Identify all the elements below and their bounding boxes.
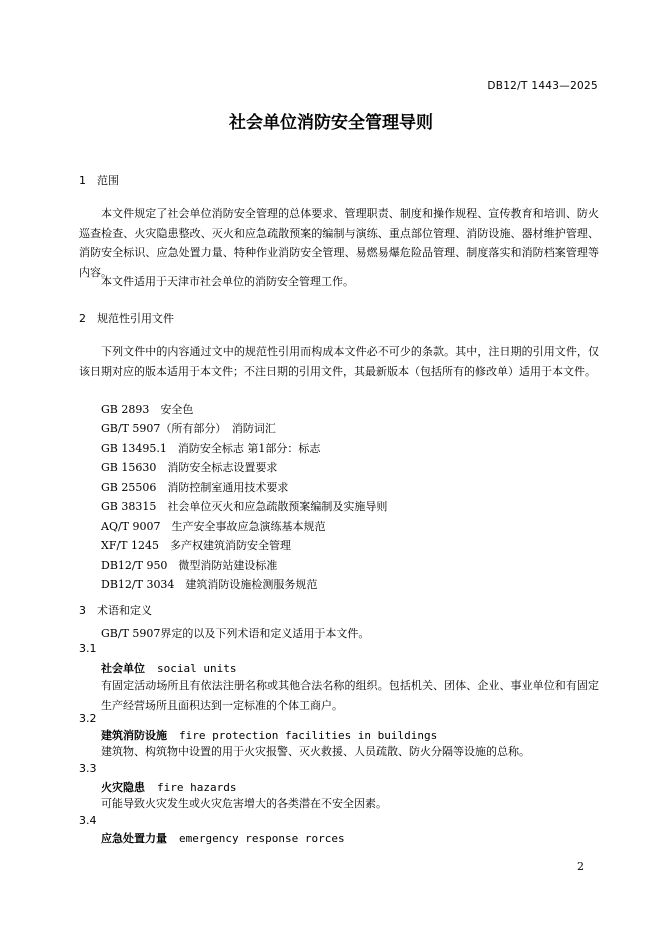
document-title: 社会单位消防安全管理导则 <box>229 113 433 133</box>
section-title: 术语和定义 <box>97 604 152 617</box>
section-title: 规范性引用文件 <box>97 312 174 325</box>
reference-item: GB 38315 社会单位灭火和应急疏散预案编制及实施导则 <box>101 500 388 513</box>
section-title: 范围 <box>97 174 119 187</box>
term-definition: 建筑物、构筑物中设置的用于火灾报警、灭火救援、人员疏散、防火分隔等设施的总称。 <box>101 745 530 758</box>
term-zh: 社会单位 <box>101 662 145 675</box>
term-en: fire protection facilities in buildings <box>179 729 438 742</box>
page-number: 2 <box>577 860 584 873</box>
term-number: 3.4 <box>79 814 97 827</box>
section-heading-1 <box>79 172 119 188</box>
term-number: 3.3 <box>79 762 97 775</box>
term-en: fire hazards <box>157 781 237 794</box>
term-zh: 火灾隐患 <box>101 781 145 794</box>
term-entry <box>101 727 437 743</box>
term-en: emergency response rorces <box>179 832 345 845</box>
standard-code: DB12/T 1443—2025 <box>487 80 598 92</box>
term-number: 3.1 <box>79 642 97 655</box>
section-heading-3 <box>79 602 152 618</box>
term-definition: 可能导致火灾发生或火灾危害增大的各类潜在不安全因素。 <box>101 797 387 810</box>
reference-item: GB 13495.1 消防安全标志 第1部分：标志 <box>101 442 321 455</box>
terms-intro: GB/T 5907界定的以及下列术语和定义适用于本文件。 <box>101 627 370 640</box>
reference-item: DB12/T 950 微型消防站建设标准 <box>101 559 278 572</box>
scope-paragraph-1: 本文件规定了社会单位消防安全管理的总体要求、管理职责、制度和操作规程、宣传教育和培训、防火巡查检查、火灾隐患整改、灭火和应急疏散预案的编制与演练、重点部位管理、消防设施、器材维护管理、消防安全标识、应急处置力量、特种作业消防安全管理、易燃易爆危险品管理、制度落实和消防档案管理等内容。 <box>79 207 599 279</box>
scope-paragraph-2: 本文件适用于天津市社会单位的消防安全管理工作。 <box>101 275 354 288</box>
reference-item: GB/T 5907（所有部分） 消防词汇 <box>101 422 276 435</box>
term-zh: 应急处置力量 <box>101 832 167 845</box>
term-entry <box>101 779 236 795</box>
term-entry <box>101 660 236 676</box>
section-number: 2 <box>79 312 86 325</box>
term-entry <box>101 830 345 846</box>
reference-item: GB 2893 安全色 <box>101 403 194 416</box>
reference-item: AQ/T 9007 生产安全事故应急演练基本规范 <box>101 520 326 533</box>
reference-item: DB12/T 3034 建筑消防设施检测服务规范 <box>101 578 318 591</box>
reference-item: GB 25506 消防控制室通用技术要求 <box>101 481 289 494</box>
section-number: 3 <box>79 604 86 617</box>
term-en: social units <box>157 662 237 675</box>
term-zh: 建筑消防设施 <box>101 729 167 742</box>
term-number: 3.2 <box>79 712 97 725</box>
section-number: 1 <box>79 174 86 187</box>
reference-item: GB 15630 消防安全标志设置要求 <box>101 461 278 474</box>
term-definition: 有固定活动场所且有依法注册名称或其他合法名称的组织。包括机关、团体、企业、事业单位和有固定生产经营场所且面积达到一定标准的个体工商户。 <box>101 679 599 712</box>
reference-item: XF/T 1245 多产权建筑消防安全管理 <box>101 539 291 552</box>
section-heading-2 <box>79 310 174 326</box>
normative-references-intro: 下列文件中的内容通过文中的规范性引用而构成本文件必不可少的条款。其中，注日期的引用文件，仅该日期对应的版本适用于本文件；不注日期的引用文件，其最新版本（包括所有的修改单）适用于本文件。 <box>79 345 599 378</box>
